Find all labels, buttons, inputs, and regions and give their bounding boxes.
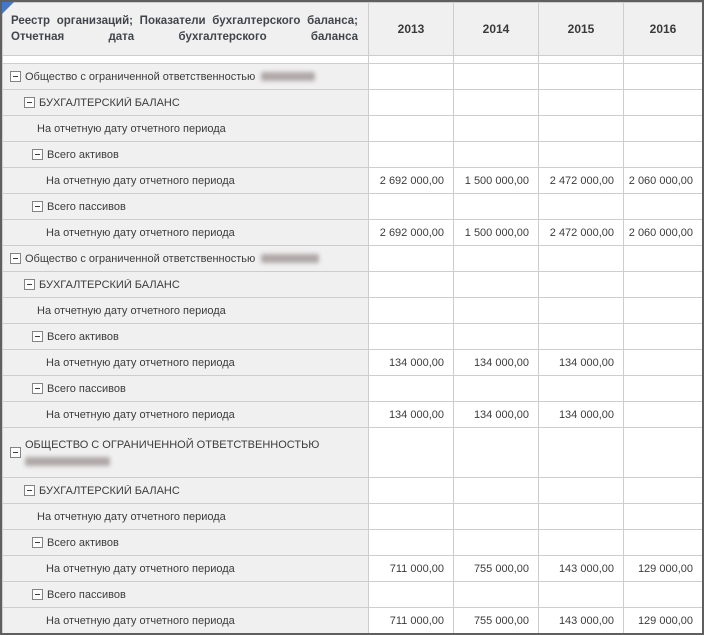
value-cell[interactable] (539, 324, 624, 350)
table-header-row (3, 3, 703, 56)
value-cell[interactable]: 2 472 000,00 (539, 168, 624, 194)
value-cell[interactable] (369, 64, 454, 90)
table-row-report-date-values[interactable] (3, 402, 703, 428)
value-cell[interactable]: 711 000,00 (369, 608, 454, 634)
balance-report-table (2, 2, 703, 634)
value-cell[interactable] (454, 298, 539, 324)
table-row-total-liabilities[interactable] (3, 582, 703, 608)
value-cell[interactable] (539, 272, 624, 298)
value-cell[interactable] (624, 324, 703, 350)
date-label: На отчетную дату отчетного периода (46, 356, 235, 369)
organization-name: Общество с ограниченной ответственностью (25, 252, 256, 265)
collapse-icon[interactable] (24, 279, 35, 290)
value-cell[interactable] (624, 272, 703, 298)
value-cell[interactable]: 711 000,00 (369, 556, 454, 582)
value-cell[interactable] (624, 142, 703, 168)
column-header-2016[interactable]: 2016 (624, 3, 703, 56)
row-label-cell (3, 504, 369, 530)
value-cell[interactable]: 1 500 000,00 (454, 220, 539, 246)
value-cell[interactable]: 134 000,00 (539, 350, 624, 376)
table-row-report-date-values[interactable] (3, 168, 703, 194)
collapse-icon[interactable] (32, 383, 43, 394)
value-cell[interactable]: 2 472 000,00 (539, 220, 624, 246)
value-cell[interactable]: 755 000,00 (454, 556, 539, 582)
value-cell[interactable] (369, 90, 454, 116)
value-cell[interactable] (454, 116, 539, 142)
row-label-cell (3, 350, 369, 376)
value-cell[interactable]: 2 692 000,00 (369, 220, 454, 246)
indicator-label: Всего активов (47, 536, 119, 549)
value-cell[interactable]: 129 000,00 (624, 608, 703, 634)
value-cell[interactable]: 134 000,00 (454, 402, 539, 428)
spacer-row (3, 56, 703, 64)
table-row-total-liabilities[interactable] (3, 194, 703, 220)
redacted-name (261, 72, 315, 81)
table-row-organization[interactable] (3, 246, 703, 272)
indicator-label: Всего пассивов (47, 382, 126, 395)
value-cell[interactable] (539, 298, 624, 324)
spacer-cell (3, 56, 369, 64)
row-label-cell (3, 530, 369, 556)
value-cell[interactable] (624, 428, 703, 478)
value-cell[interactable] (369, 142, 454, 168)
value-cell[interactable] (539, 428, 624, 478)
collapse-icon[interactable] (32, 201, 43, 212)
date-label: На отчетную дату отчетного периода (46, 408, 235, 421)
row-label-cell (3, 428, 369, 478)
value-cell[interactable] (624, 478, 703, 504)
collapse-icon[interactable] (10, 71, 21, 82)
value-cell[interactable]: 134 000,00 (369, 350, 454, 376)
table-row-total-liabilities[interactable] (3, 376, 703, 402)
value-cell[interactable] (539, 64, 624, 90)
value-cell[interactable] (454, 194, 539, 220)
table-row-total-assets[interactable] (3, 324, 703, 350)
date-label: На отчетную дату отчетного периода (37, 122, 226, 135)
value-cell[interactable] (539, 376, 624, 402)
collapse-icon[interactable] (32, 331, 43, 342)
date-label: На отчетную дату отчетного периода (46, 614, 235, 627)
report-title: Реестр организаций; Показатели бухгалтерского баланса; Отчетная дата бухгалтерского баланса (3, 3, 369, 56)
value-cell[interactable] (624, 376, 703, 402)
row-label-cell (3, 272, 369, 298)
row-label-cell (3, 246, 369, 272)
value-cell[interactable] (454, 504, 539, 530)
value-cell[interactable] (369, 478, 454, 504)
value-cell[interactable] (454, 478, 539, 504)
value-cell[interactable] (454, 582, 539, 608)
collapse-icon[interactable] (32, 149, 43, 160)
value-cell[interactable] (454, 530, 539, 556)
indicator-label: Всего активов (47, 330, 119, 343)
date-label: На отчетную дату отчетного периода (46, 562, 235, 575)
value-cell[interactable] (369, 582, 454, 608)
collapse-icon[interactable] (24, 485, 35, 496)
date-label: На отчетную дату отчетного периода (37, 510, 226, 523)
collapse-icon[interactable] (24, 97, 35, 108)
value-cell[interactable] (624, 246, 703, 272)
column-header-2014[interactable]: 2014 (454, 3, 539, 56)
collapse-icon[interactable] (10, 447, 21, 458)
value-cell[interactable] (624, 90, 703, 116)
collapse-icon[interactable] (32, 537, 43, 548)
date-label: На отчетную дату отчетного периода (46, 226, 235, 239)
row-label-cell (3, 478, 369, 504)
spacer-cell (539, 56, 624, 64)
indicator-label: Всего активов (47, 148, 119, 161)
value-cell[interactable] (539, 478, 624, 504)
value-cell[interactable] (369, 298, 454, 324)
value-cell[interactable] (539, 582, 624, 608)
value-cell[interactable] (539, 504, 624, 530)
row-label-cell (3, 64, 369, 90)
value-cell[interactable]: 143 000,00 (539, 608, 624, 634)
section-label: БУХГАЛТЕРСКИЙ БАЛАНС (39, 484, 180, 497)
collapse-icon[interactable] (32, 589, 43, 600)
value-cell[interactable] (624, 116, 703, 142)
value-cell[interactable] (369, 504, 454, 530)
value-cell[interactable] (624, 402, 703, 428)
value-cell[interactable] (539, 194, 624, 220)
row-label-cell (3, 376, 369, 402)
value-cell[interactable] (624, 194, 703, 220)
value-cell[interactable] (369, 428, 454, 478)
row-label-cell (3, 298, 369, 324)
value-cell[interactable]: 134 000,00 (369, 402, 454, 428)
value-cell[interactable]: 2 060 000,00 (624, 220, 703, 246)
value-cell[interactable] (624, 582, 703, 608)
table-row-report-date-values[interactable] (3, 556, 703, 582)
value-cell[interactable] (624, 530, 703, 556)
value-cell[interactable] (624, 350, 703, 376)
date-label: На отчетную дату отчетного периода (46, 174, 235, 187)
row-label-cell (3, 194, 369, 220)
value-cell[interactable] (624, 298, 703, 324)
value-cell[interactable] (539, 116, 624, 142)
value-cell[interactable] (539, 90, 624, 116)
value-cell[interactable] (454, 90, 539, 116)
table-row-balance-section[interactable] (3, 272, 703, 298)
value-cell[interactable]: 134 000,00 (539, 402, 624, 428)
value-cell[interactable]: 129 000,00 (624, 556, 703, 582)
value-cell[interactable] (369, 324, 454, 350)
row-label-cell (3, 142, 369, 168)
value-cell[interactable]: 143 000,00 (539, 556, 624, 582)
row-label-cell (3, 608, 369, 634)
spacer-cell (454, 56, 539, 64)
value-cell[interactable]: 2 692 000,00 (369, 168, 454, 194)
table-row-report-date-values[interactable] (3, 608, 703, 634)
section-label: БУХГАЛТЕРСКИЙ БАЛАНС (39, 96, 180, 109)
value-cell[interactable] (454, 324, 539, 350)
section-label: БУХГАЛТЕРСКИЙ БАЛАНС (39, 278, 180, 291)
value-cell[interactable] (539, 142, 624, 168)
date-label: На отчетную дату отчетного периода (37, 304, 226, 317)
row-label-cell (3, 582, 369, 608)
spacer-cell (624, 56, 703, 64)
table-row-report-date-values[interactable] (3, 220, 703, 246)
row-label-cell (3, 116, 369, 142)
value-cell[interactable] (369, 272, 454, 298)
table-row-balance-section[interactable] (3, 478, 703, 504)
value-cell[interactable] (369, 116, 454, 142)
value-cell[interactable] (454, 428, 539, 478)
value-cell[interactable]: 1 500 000,00 (454, 168, 539, 194)
value-cell[interactable] (369, 246, 454, 272)
column-header-2015[interactable]: 2015 (539, 3, 624, 56)
value-cell[interactable] (539, 246, 624, 272)
indicator-label: Всего пассивов (47, 200, 126, 213)
spacer-cell (369, 56, 454, 64)
row-label-cell (3, 402, 369, 428)
value-cell[interactable] (454, 246, 539, 272)
value-cell[interactable]: 2 060 000,00 (624, 168, 703, 194)
row-label-cell (3, 90, 369, 116)
value-cell[interactable] (369, 530, 454, 556)
value-cell[interactable]: 755 000,00 (454, 608, 539, 634)
value-cell[interactable] (369, 376, 454, 402)
row-label-cell (3, 220, 369, 246)
indicator-label: Всего пассивов (47, 588, 126, 601)
value-cell[interactable] (539, 530, 624, 556)
collapse-icon[interactable] (10, 253, 21, 264)
row-label-cell (3, 324, 369, 350)
organization-name: Общество с ограниченной ответственностью (25, 70, 256, 83)
value-cell[interactable] (454, 272, 539, 298)
value-cell[interactable] (624, 504, 703, 530)
row-label-cell (3, 168, 369, 194)
value-cell[interactable] (369, 194, 454, 220)
column-header-2013[interactable]: 2013 (369, 3, 454, 56)
value-cell[interactable]: 134 000,00 (454, 350, 539, 376)
row-label-cell (3, 556, 369, 582)
table-row-report-date[interactable] (3, 116, 703, 142)
value-cell[interactable] (624, 64, 703, 90)
value-cell[interactable] (454, 376, 539, 402)
table-row-total-assets[interactable] (3, 530, 703, 556)
organization-name: ОБЩЕСТВО С ОГРАНИЧЕННОЙ ОТВЕТСТВЕННОСТЬЮ (25, 438, 320, 451)
table-row-total-assets[interactable] (3, 142, 703, 168)
redacted-name (261, 254, 319, 263)
value-cell[interactable] (454, 142, 539, 168)
table-row-balance-section[interactable] (3, 90, 703, 116)
redacted-name (25, 457, 110, 466)
corner-marker-icon (2, 2, 14, 14)
table-row-report-date[interactable] (3, 298, 703, 324)
value-cell[interactable] (454, 64, 539, 90)
table-row-organization[interactable] (3, 64, 703, 90)
table-row-report-date-values[interactable] (3, 350, 703, 376)
table-row-report-date[interactable] (3, 504, 703, 530)
table-row-organization[interactable] (3, 428, 703, 478)
